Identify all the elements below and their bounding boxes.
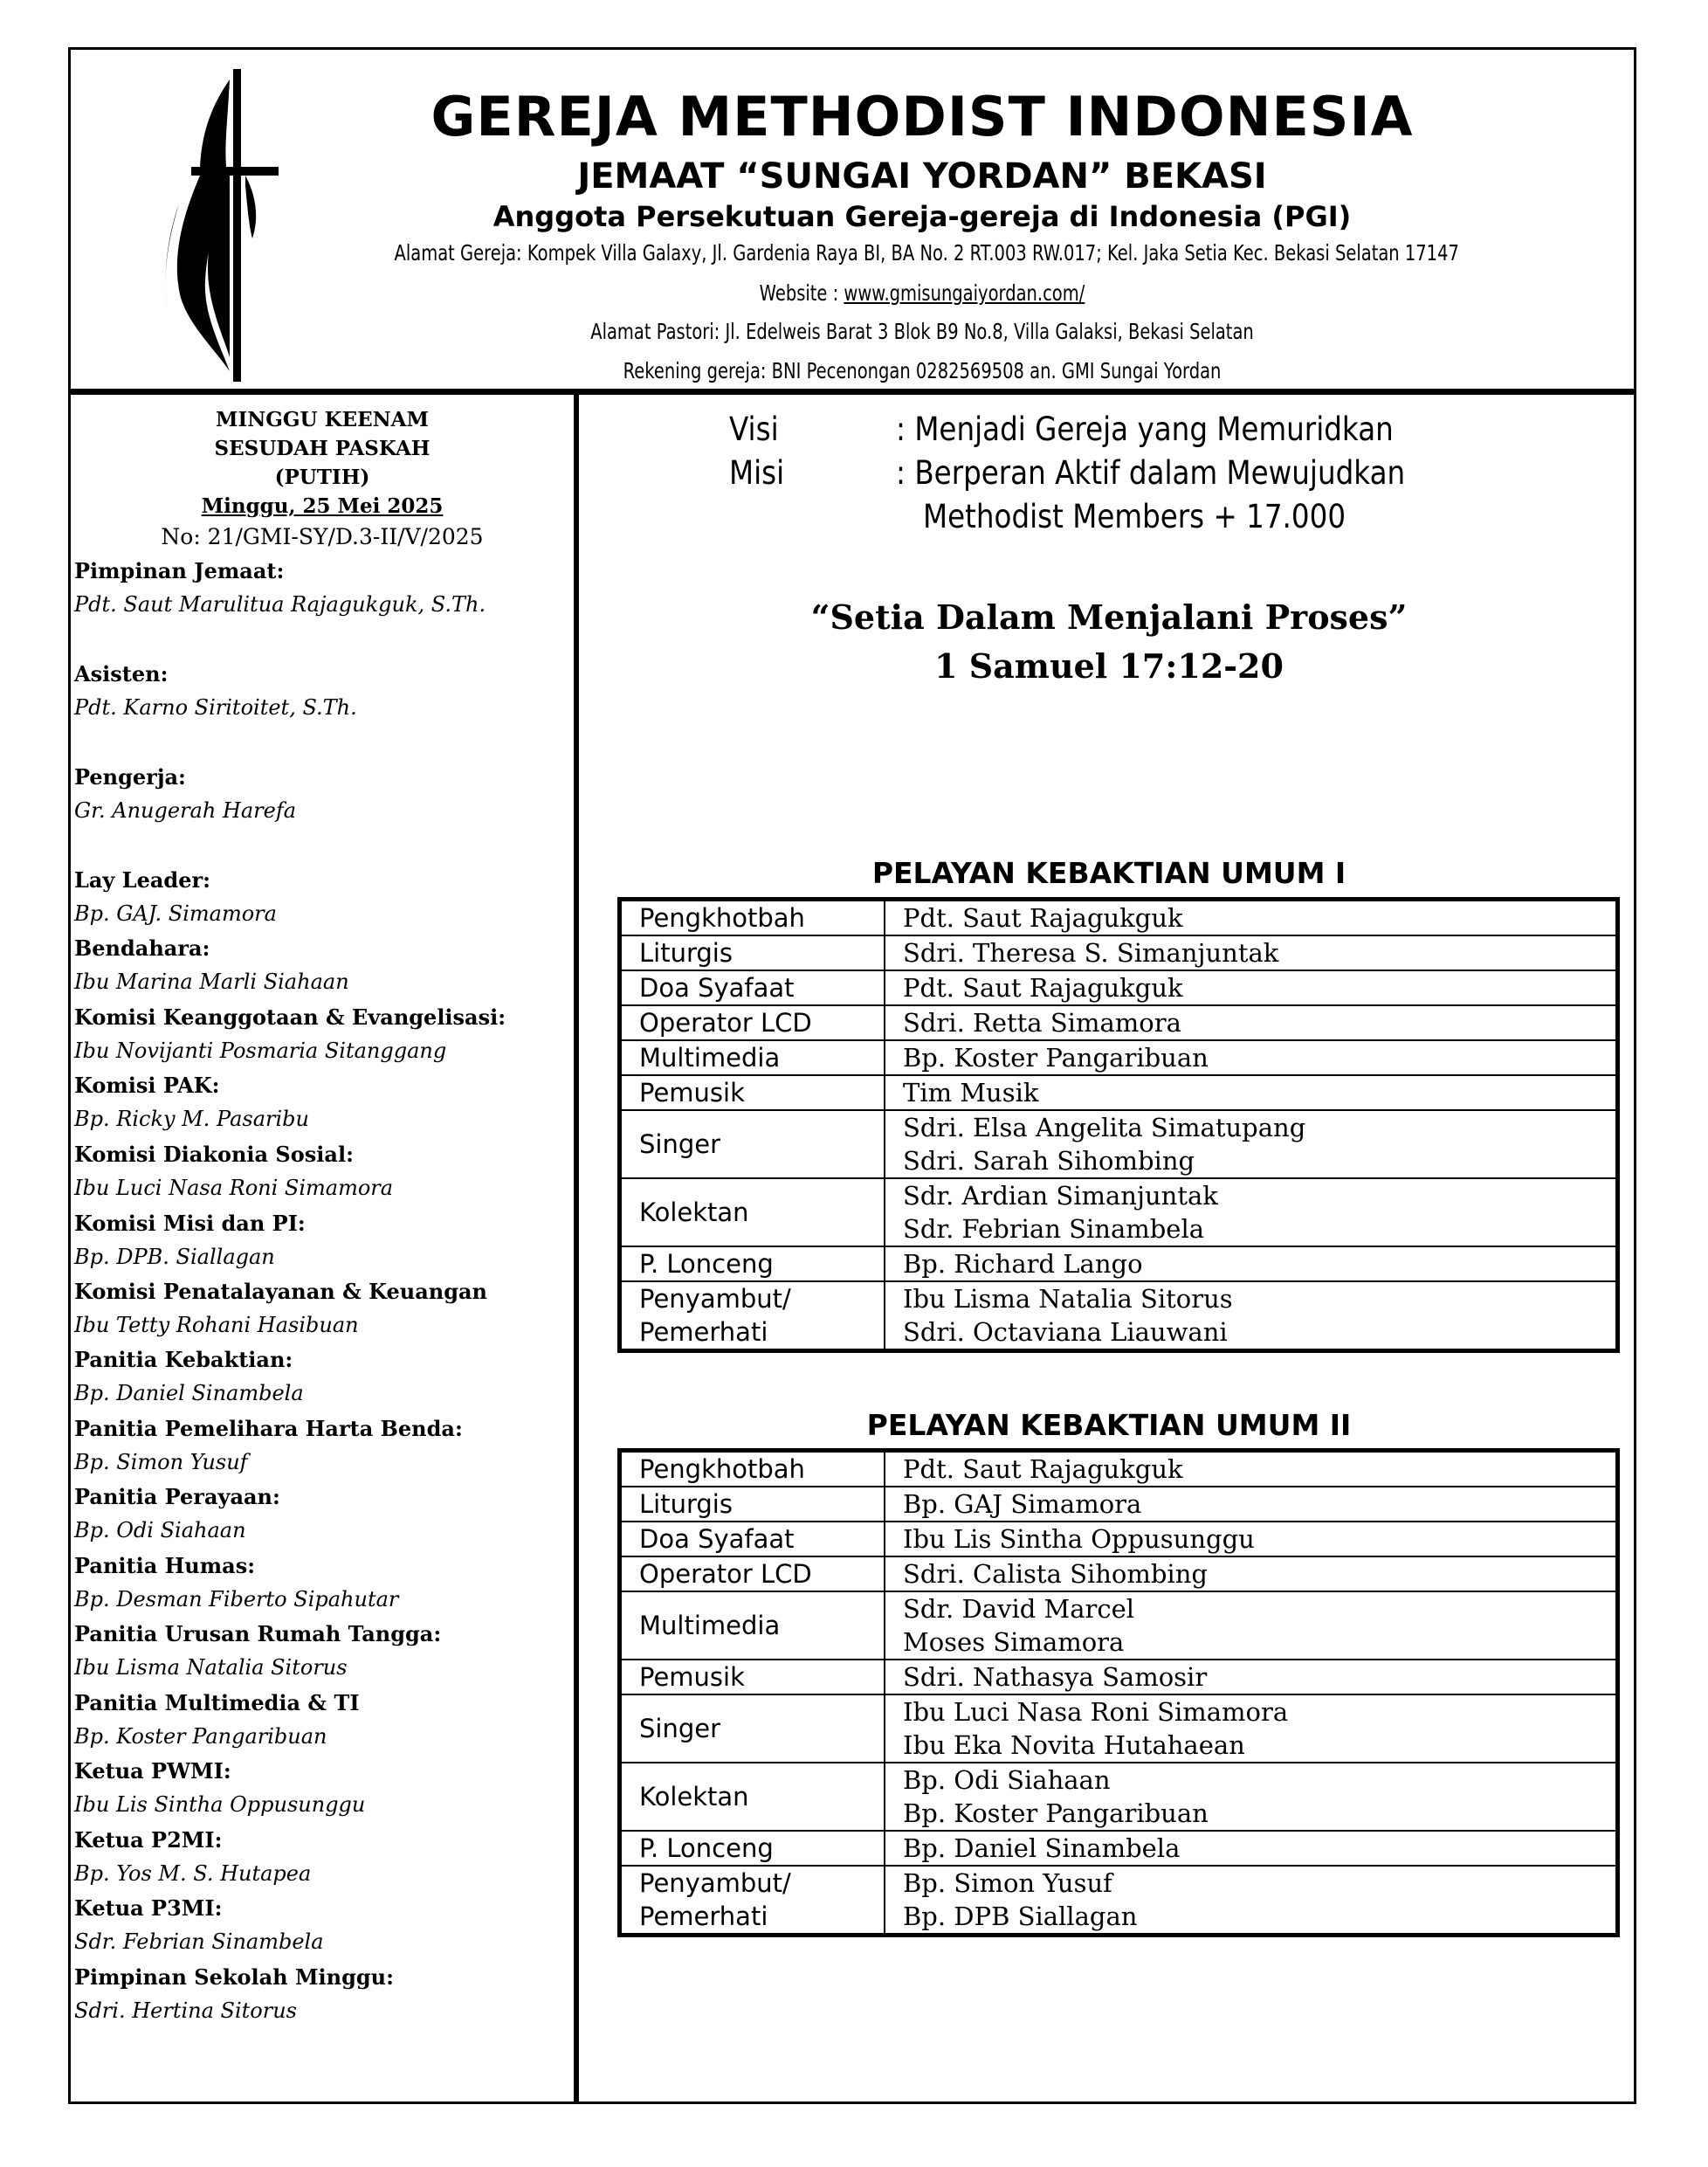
role-cell: Singer xyxy=(620,1694,885,1763)
staff-name: Ibu Marina Marli Siahaan xyxy=(74,970,349,994)
staff-label: Pimpinan Sekolah Minggu: xyxy=(74,1964,394,1990)
role-cell: Liturgis xyxy=(620,935,885,970)
staff-name: Bp. Daniel Sinambela xyxy=(74,1381,304,1405)
name-cell xyxy=(885,1110,1618,1178)
role-line: Pemerhati xyxy=(639,1901,768,1931)
service-1-title: PELAYAN KEBAKTIAN UMUM I xyxy=(871,856,1346,890)
staff-label: Ketua P3MI: xyxy=(74,1895,223,1921)
role-line: Penyambut/ xyxy=(639,1868,791,1898)
congregation-name: JEMAAT “SUNGAI YORDAN” BEKASI xyxy=(577,156,1267,197)
table-row xyxy=(620,935,1618,970)
name-cell: Sdri. Calista Sihombing xyxy=(885,1556,1618,1591)
staff-label: Pengerja: xyxy=(74,764,186,790)
role-cell: Pemusik xyxy=(620,1075,885,1110)
staff-name: Gr. Anugerah Harefa xyxy=(74,798,297,823)
staff-name: Bp. GAJ. Simamora xyxy=(74,901,277,926)
name-cell: Sdri. Theresa S. Simanjuntak xyxy=(885,935,1618,970)
staff-label: Komisi PAK: xyxy=(74,1073,220,1098)
role-cell: Multimedia xyxy=(620,1591,885,1660)
table-row xyxy=(620,1831,1618,1866)
staff-name: Bp. Ricky M. Pasaribu xyxy=(74,1107,309,1131)
table-row xyxy=(620,1110,1618,1178)
table-row xyxy=(620,1591,1618,1660)
sunday-line-1: MINGGU KEENAM xyxy=(216,408,429,431)
staff-name: Ibu Lisma Natalia Sitorus xyxy=(74,1655,348,1680)
role-cell: P. Lonceng xyxy=(620,1246,885,1281)
main-column xyxy=(584,395,1634,2101)
website-line xyxy=(395,280,1450,306)
name-line: Moses Simamora xyxy=(903,1627,1125,1657)
name-line: Ibu Lisma Natalia Sitorus xyxy=(903,1284,1233,1314)
staff-column xyxy=(71,395,579,2101)
mission-text: : Berperan Aktif dalam Mewujudkan xyxy=(896,454,1406,492)
role-cell: Singer xyxy=(620,1110,885,1178)
name-cell: Tim Musik xyxy=(885,1075,1618,1110)
sunday-date: Minggu, 25 Mei 2025 xyxy=(201,494,444,518)
table-row xyxy=(620,1866,1618,1936)
church-address: Alamat Gereja: Kompek Villa Galaxy, Jl. Gardenia Raya BI, BA No. 2 RT.003 RW.017; Kel. Jaka Setia Kec. Bekasi Selatan 17147 xyxy=(394,240,1459,266)
staff-name: Ibu Lis Sintha Oppusunggu xyxy=(74,1792,366,1817)
table-row xyxy=(620,900,1618,936)
role-line: Pemerhati xyxy=(639,1317,768,1347)
name-cell xyxy=(885,1178,1618,1246)
staff-name: Ibu Novijanti Posmaria Sitanggang xyxy=(74,1039,447,1063)
staff-label: Ketua P2MI: xyxy=(74,1827,223,1853)
role-cell: P. Lonceng xyxy=(620,1831,885,1866)
sermon-theme: “Setia Dalam Menjalani Proses” xyxy=(810,597,1408,637)
role-cell: Multimedia xyxy=(620,1040,885,1075)
staff-label: Pimpinan Jemaat: xyxy=(74,558,285,583)
name-line: Sdri. Sarah Sihombing xyxy=(903,1146,1195,1176)
role-cell: Doa Syafaat xyxy=(620,1522,885,1556)
sunday-color: (PUTIH) xyxy=(274,466,370,489)
name-cell: Bp. Koster Pangaribuan xyxy=(885,1040,1618,1075)
staff-name: Bp. Koster Pangaribuan xyxy=(74,1724,327,1749)
table-row xyxy=(620,1556,1618,1591)
name-line: Sdri. Octaviana Liauwani xyxy=(903,1317,1228,1347)
name-line: Sdr. David Marcel xyxy=(903,1594,1135,1624)
table-row xyxy=(620,1763,1618,1831)
name-line: Bp. Odi Siahaan xyxy=(903,1765,1111,1795)
table-row xyxy=(620,1040,1618,1075)
name-cell xyxy=(885,1281,1618,1351)
staff-name: Sdr. Febrian Sinambela xyxy=(74,1929,324,1954)
staff-name: Bp. Desman Fiberto Sipahutar xyxy=(74,1587,399,1611)
liturgical-sunday xyxy=(71,405,574,521)
service-1-table xyxy=(617,897,1620,1353)
name-line: Sdr. Febrian Sinambela xyxy=(903,1214,1205,1244)
website-link[interactable]: www.gmisungaiyordan.com/ xyxy=(844,280,1085,306)
staff-label: Panitia Urusan Rumah Tangga: xyxy=(74,1621,442,1646)
staff-name: Bp. DPB. Siallagan xyxy=(74,1245,275,1269)
table-row xyxy=(620,1075,1618,1110)
role-cell: Kolektan xyxy=(620,1178,885,1246)
staff-name: Bp. Odi Siahaan xyxy=(74,1518,246,1542)
name-cell: Pdt. Saut Rajagukguk xyxy=(885,1451,1618,1487)
table-row xyxy=(620,1281,1618,1351)
name-line: Sdri. Elsa Angelita Simatupang xyxy=(903,1113,1306,1142)
table-row xyxy=(620,1660,1618,1694)
bank-account: Rekening gereja: BNI Pecenongan 0282569508 an. GMI Sungai Yordan xyxy=(623,358,1222,383)
name-cell xyxy=(885,1763,1618,1831)
table-row xyxy=(620,1246,1618,1281)
name-line: Sdr. Ardian Simanjuntak xyxy=(903,1181,1218,1211)
church-name: GEREJA METHODIST INDONESIA xyxy=(430,85,1414,148)
name-cell: Bp. Daniel Sinambela xyxy=(885,1831,1618,1866)
name-cell: Ibu Lis Sintha Oppusunggu xyxy=(885,1522,1618,1556)
table-row xyxy=(620,1178,1618,1246)
service-2-table xyxy=(617,1448,1620,1937)
vision-text: : Menjadi Gereja yang Memuridkan xyxy=(896,411,1394,448)
membership-line: Anggota Persekutuan Gereja-gereja di Indonesia (PGI) xyxy=(492,200,1352,233)
staff-name: Pdt. Saut Marulitua Rajagukguk, S.Th. xyxy=(74,592,486,617)
church-header xyxy=(71,50,1634,395)
staff-label: Panitia Pemelihara Harta Benda: xyxy=(74,1416,463,1441)
role-cell: Liturgis xyxy=(620,1487,885,1522)
staff-name: Ibu Luci Nasa Roni Simamora xyxy=(74,1176,394,1200)
table-row xyxy=(620,1005,1618,1040)
bulletin-page xyxy=(68,47,1636,2104)
role-cell: Pengkhotbah xyxy=(620,900,885,936)
name-cell: Pdt. Saut Rajagukguk xyxy=(885,900,1618,936)
staff-label: Asisten: xyxy=(74,661,169,687)
staff-label: Ketua PWMI: xyxy=(74,1758,231,1784)
name-cell: Sdri. Nathasya Samosir xyxy=(885,1660,1618,1694)
staff-label: Komisi Diakonia Sosial: xyxy=(74,1142,354,1167)
staff-label: Panitia Perayaan: xyxy=(74,1484,280,1509)
staff-label: Lay Leader: xyxy=(74,867,210,893)
staff-name: Pdt. Karno Siritoitet, S.Th. xyxy=(74,695,357,720)
document-number: No: 21/GMI-SY/D.3-II/V/2025 xyxy=(161,524,484,549)
staff-label: Komisi Keanggotaan & Evangelisasi: xyxy=(74,1004,506,1030)
table-row xyxy=(620,1694,1618,1763)
staff-label: Komisi Penatalayanan & Keuangan xyxy=(74,1279,487,1304)
staff-label: Komisi Misi dan PI: xyxy=(74,1211,306,1236)
name-cell xyxy=(885,1694,1618,1763)
name-line: Ibu Luci Nasa Roni Simamora xyxy=(903,1697,1289,1727)
table-row xyxy=(620,1522,1618,1556)
mission-text-continued: Methodist Members + 17.000 xyxy=(923,498,1346,535)
name-line: Bp. DPB Siallagan xyxy=(903,1901,1138,1931)
website-label: Website : xyxy=(759,280,844,306)
role-cell: Pengkhotbah xyxy=(620,1451,885,1487)
name-cell xyxy=(885,1866,1618,1936)
staff-name: Ibu Tetty Rohani Hasibuan xyxy=(74,1313,359,1337)
role-cell xyxy=(620,1866,885,1936)
staff-label: Bendahara: xyxy=(74,935,210,961)
table-row xyxy=(620,1451,1618,1487)
name-line: Bp. Simon Yusuf xyxy=(903,1868,1112,1898)
staff-label: Panitia Multimedia & TI xyxy=(74,1690,360,1715)
scripture-reference: 1 Samuel 17:12-20 xyxy=(934,646,1284,686)
name-cell: Bp. Richard Lango xyxy=(885,1246,1618,1281)
table-row xyxy=(620,1487,1618,1522)
sunday-line-2: SESUDAH PASKAH xyxy=(214,437,430,460)
role-cell: Operator LCD xyxy=(620,1005,885,1040)
parsonage-address: Alamat Pastori: Jl. Edelweis Barat 3 Blok B9 No.8, Villa Galaksi, Bekasi Selatan xyxy=(590,319,1254,344)
name-cell: Sdri. Retta Simamora xyxy=(885,1005,1618,1040)
staff-label: Panitia Humas: xyxy=(74,1553,256,1578)
role-cell: Doa Syafaat xyxy=(620,970,885,1005)
role-cell: Operator LCD xyxy=(620,1556,885,1591)
vision-label: Visi xyxy=(729,411,779,448)
name-line: Ibu Eka Novita Hutahaean xyxy=(903,1730,1245,1760)
name-cell xyxy=(885,1591,1618,1660)
table-row xyxy=(620,970,1618,1005)
role-line: Penyambut/ xyxy=(639,1284,791,1314)
role-cell: Pemusik xyxy=(620,1660,885,1694)
name-cell: Bp. GAJ Simamora xyxy=(885,1487,1618,1522)
staff-name: Bp. Simon Yusuf xyxy=(74,1450,248,1474)
staff-label: Panitia Kebaktian: xyxy=(74,1347,293,1372)
name-cell: Pdt. Saut Rajagukguk xyxy=(885,970,1618,1005)
service-2-title: PELAYAN KEBAKTIAN UMUM II xyxy=(866,1408,1352,1442)
mission-label: Misi xyxy=(729,454,785,492)
role-cell: Kolektan xyxy=(620,1763,885,1831)
staff-name: Sdri. Hertina Sitorus xyxy=(74,1998,297,2023)
role-cell xyxy=(620,1281,885,1351)
name-line: Bp. Koster Pangaribuan xyxy=(903,1798,1209,1828)
staff-name: Bp. Yos M. S. Hutapea xyxy=(74,1861,312,1886)
